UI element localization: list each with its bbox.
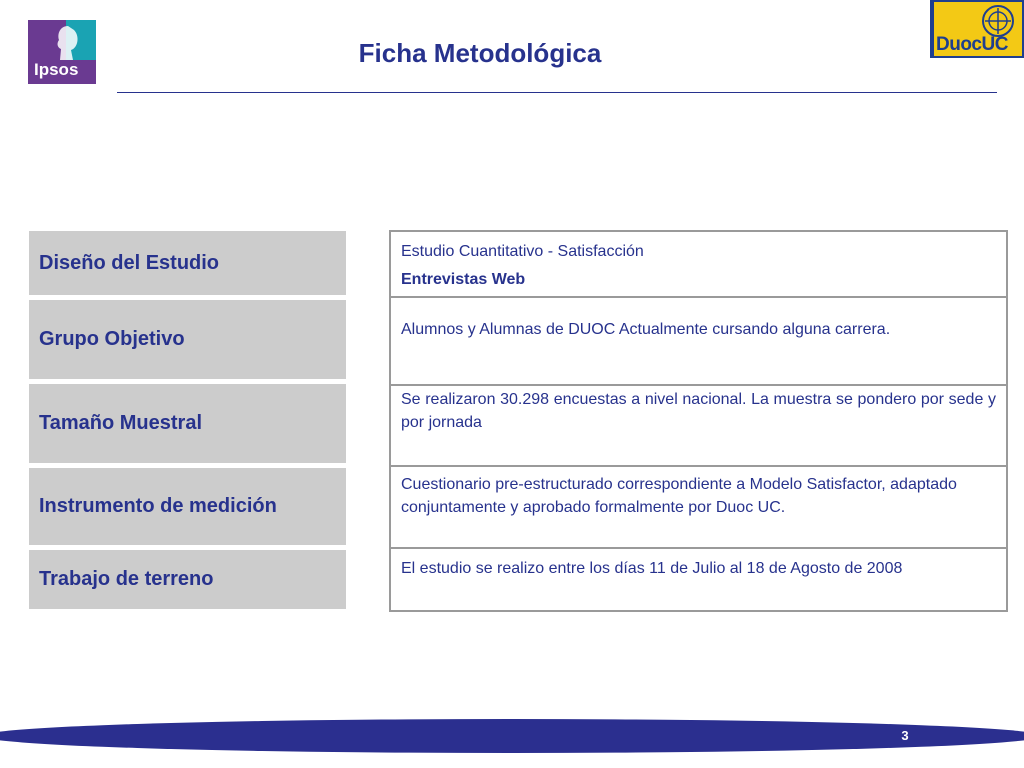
duoc-crest-icon — [978, 4, 1018, 38]
label-instrumento-medicion: Instrumento de medición — [29, 468, 346, 545]
duoc-logo — [930, 0, 1024, 58]
label-diseno-estudio: Diseño del Estudio — [29, 231, 346, 295]
value-diseno-estudio — [389, 230, 1008, 298]
page-number: 3 — [901, 728, 909, 743]
ipsos-logo — [28, 20, 96, 84]
value-grupo-objetivo — [389, 296, 1008, 386]
value-trabajo-terreno-text: El estudio se realizo entre los días 11 de Julio al 18 de Agosto de 2008 — [401, 560, 903, 577]
footer-band — [0, 712, 1024, 760]
label-tamano-muestral: Tamaño Muestral — [29, 384, 346, 463]
duoc-logo-text: DuocUC — [936, 34, 1008, 55]
page-title: Ficha Metodológica — [358, 38, 602, 68]
value-instrumento-medicion — [389, 465, 1008, 549]
value-grupo-objetivo-text: Alumnos y Alumnas de DUOC Actualmente cursando alguna carrera. — [401, 321, 891, 338]
value-instrumento-medicion-text: Cuestionario pre-estructurado correspondiente a Modelo Satisfactor, adaptado conjuntamente y aprobado formalmente por Duoc UC. — [401, 476, 957, 516]
label-trabajo-terreno: Trabajo de terreno — [29, 550, 346, 609]
value-tamano-muestral-text: Se realizaron 30.298 encuestas a nivel nacional. La muestra se pondero por sede y por jornada — [401, 391, 996, 431]
value-trabajo-terreno — [389, 547, 1008, 612]
label-grupo-objetivo: Grupo Objetivo — [29, 300, 346, 379]
title-divider — [117, 92, 997, 93]
value-tamano-muestral — [389, 384, 1008, 467]
value-diseno-line-1: Estudio Cuantitativo - Satisfacción — [401, 243, 644, 260]
ipsos-logo-text: Ipsos — [34, 60, 79, 79]
value-diseno-line-2: Entrevistas Web — [401, 271, 526, 288]
